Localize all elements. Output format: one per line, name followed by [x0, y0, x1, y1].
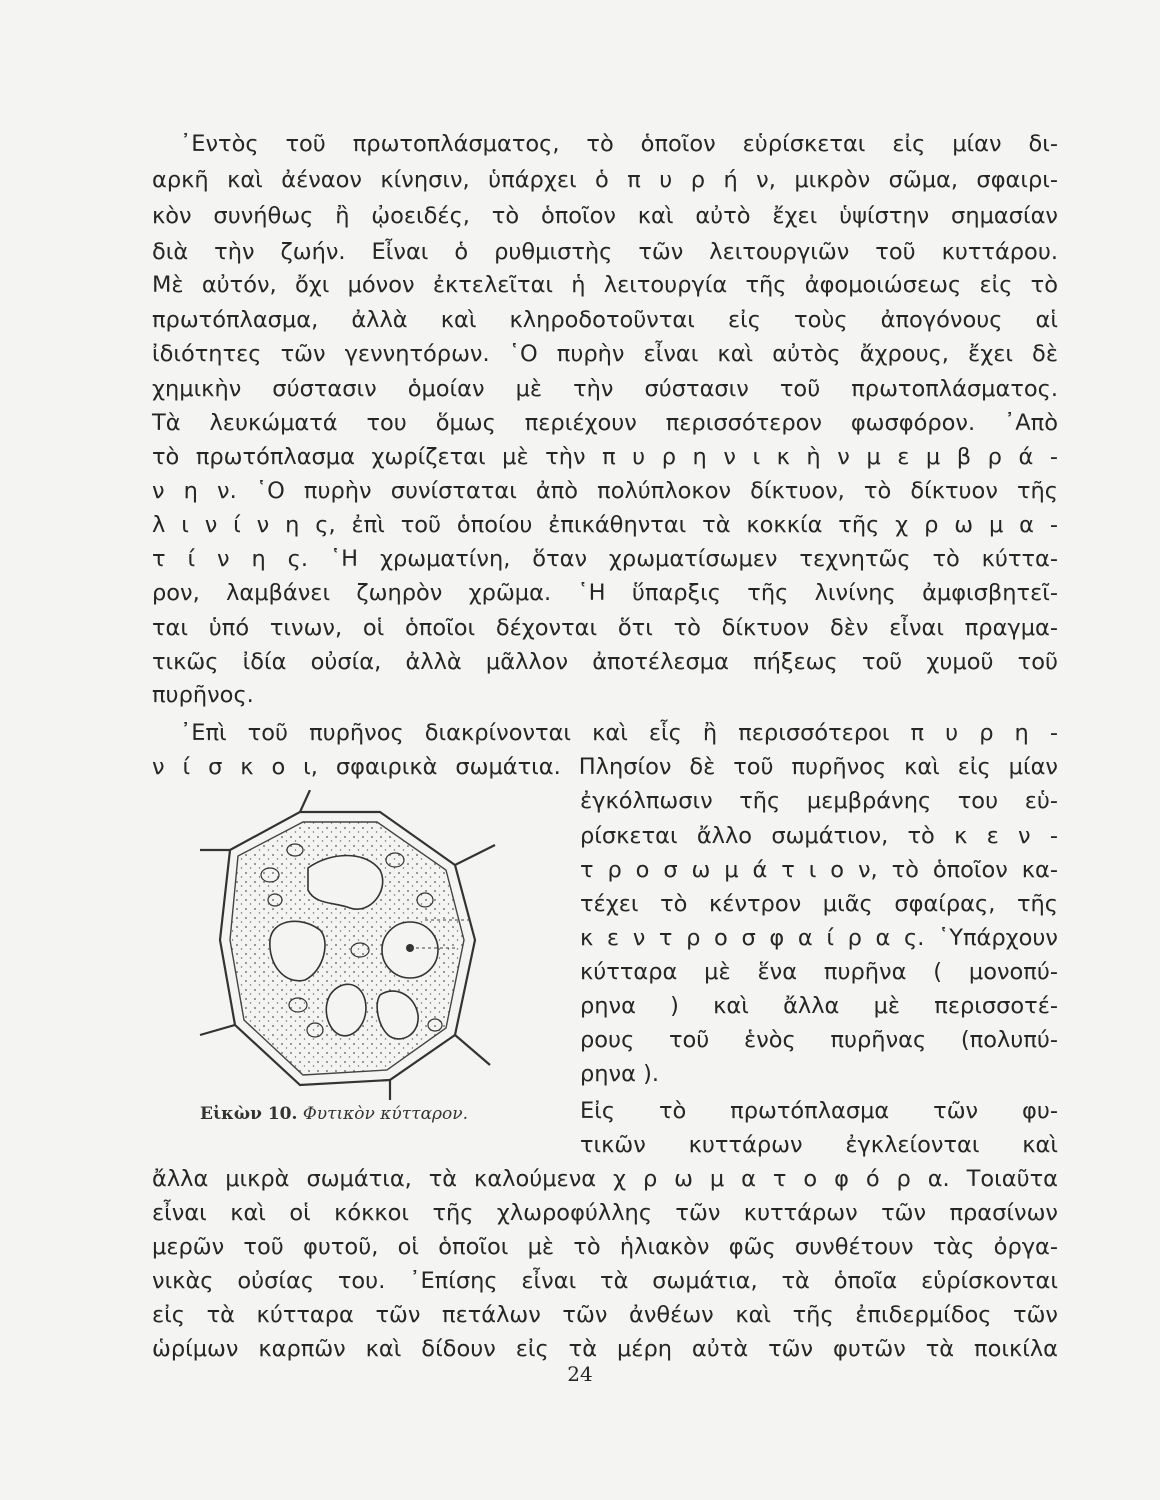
text-line-21: ρίσκεται ἄλλο σωμάτιον, τὸ κ ε ν - [580, 823, 1058, 849]
text-line-1: ᾿Εντὸς τοῦ πρωτοπλάσματος, τὸ ὁποῖον εὑρίσκεται εἰς μίαν δι- [180, 131, 1058, 157]
text-line-4: διὰ τὴν ζωήν. Εἶναι ὁ ρυθμιστὴς τῶν λειτουργιῶν τοῦ κυττάρου. [152, 239, 1058, 265]
text-line-10: τὸ πρωτόπλασμα χωρίζεται μὲ τὴν π υ ρ η ν ι κ ὴ ν μ ε μ β ρ ά - [152, 444, 1058, 470]
text-line-27: ρους τοῦ ἑνὸς πυρῆνας (πολυπύ- [580, 1027, 1058, 1053]
text-line-35: εἰς τὰ κύτταρα τῶν πετάλων τῶν ἀνθέων καὶ τῆς ἐπιδερμίδος τῶν [152, 1302, 1058, 1328]
text-line-25: κύτταρα μὲ ἕνα πυρῆνα ( μονοπύ- [580, 959, 1058, 985]
text-line-36: ὡρίμων καρπῶν καὶ δίδουν εἰς τὰ μέρη αὐτὰ τῶν φυτῶν τὰ ποικίλα [152, 1336, 1058, 1362]
text-line-30: τικῶν κυττάρων ἐγκλείονται καὶ [580, 1132, 1058, 1158]
text-line-14: ρον, λαμβάνει ζωηρὸν χρῶμα. ῾Η ὕπαρξις τῆς λινίνης ἀμφισβητεῖ- [152, 580, 1058, 606]
text-line-6: πρωτόπλασμα, ἀλλὰ καὶ κληροδοτοῦνται εἰς τοὺς ἀπογόνους αἱ [152, 307, 1058, 333]
text-line-8: χημικὴν σύστασιν ὁμοίαν μὲ τὴν σύστασιν τοῦ πρωτοπλάσματος. [152, 376, 1058, 402]
text-line-24: κ ε ν τ ρ ο σ φ α ί ρ α ς. ῾Υπάρχουν [580, 925, 1058, 951]
text-line-5: Μὲ αὐτόν, ὄχι μόνον ἐκτελεῖται ἡ λειτουργία τῆς ἀφομοιώσεως εἰς τὸ [152, 272, 1058, 298]
text-line-9: Τὰ λευκώματά του ὅμως περιέχουν περισσότερον φωσφόρον. ᾿Απὸ [152, 410, 1058, 436]
text-line-15: ται ὑπό τινων, οἱ ὁποῖοι δέχονται ὅτι τὸ δίκτυον δὲν εἶναι πραγμα- [152, 615, 1058, 641]
text-line-32: εἶναι καὶ οἱ κόκκοι τῆς χλωροφύλλης τῶν κυττάρων τῶν πρασίνων [152, 1200, 1058, 1226]
text-line-13: τ ί ν η ς. ῾Η χρωματίνη, ὅταν χρωματίσωμεν τεχνητῶς τὸ κύττα- [152, 546, 1058, 572]
text-line-11: ν η ν. ῾Ο πυρὴν συνίσταται ἀπὸ πολύπλοκον δίκτυον, τὸ δίκτυον τῆς [152, 478, 1058, 504]
text-line-18: ᾿Επὶ τοῦ πυρῆνος διακρίνονται καὶ εἷς ἢ περισσότεροι π υ ρ η - [180, 720, 1058, 746]
figure-caption-text: Φυτικὸν κύτταρον. [302, 1104, 469, 1124]
text-line-3: κὸν συνήθως ἢ ᾠοειδές, τὸ ὁποῖον καὶ αὐτὸ ἔχει ὑψίστην σημασίαν [152, 203, 1058, 229]
plant-cell-illustration [190, 790, 510, 1100]
text-line-20: ἐγκόλπωσιν τῆς μεμβράνης του εὑ- [580, 788, 1058, 814]
text-line-26: ρηνα ) καὶ ἄλλα μὲ περισσοτέ- [580, 993, 1058, 1019]
text-line-33: μερῶν τοῦ φυτοῦ, οἱ ὁποῖοι μὲ τὸ ἡλιακὸν φῶς συνθέτουν τὰς ὀργα- [152, 1234, 1058, 1260]
text-line-17: πυρῆνος. [152, 682, 254, 708]
figure-caption [200, 1104, 468, 1124]
text-line-31: ἄλλα μικρὰ σωμάτια, τὰ καλούμενα χ ρ ω μ α τ ο φ ό ρ α. Τοιαῦτα [152, 1166, 1058, 1192]
text-line-2: αρκῆ καὶ ἀέναον κίνησιν, ὑπάρχει ὁ π υ ρ ή ν, μικρὸν σῶμα, σφαιρι- [152, 167, 1058, 193]
text-line-28: ρηνα ). [580, 1061, 660, 1087]
text-line-16: τικῶς ἰδία οὐσία, ἀλλὰ μᾶλλον ἀποτέλεσμα πήξεως τοῦ χυμοῦ τοῦ [152, 649, 1058, 675]
text-line-23: τέχει τὸ κέντρον μιᾶς σφαίρας, τῆς [580, 891, 1058, 917]
text-line-34: νικὰς οὐσίας του. ᾿Επίσης εἶναι τὰ σωμάτια, τὰ ὁποῖα εὑρίσκονται [152, 1268, 1058, 1294]
text-line-12: λ ι ν ί ν η ς, ἐπὶ τοῦ ὁποίου ἐπικάθηνται τὰ κοκκία τῆς χ ρ ω μ α - [152, 512, 1058, 538]
page-number: 24 [567, 1362, 593, 1386]
text-line-29: Εἰς τὸ πρωτόπλασμα τῶν φυ- [580, 1098, 1058, 1124]
text-line-19: ν ί σ κ ο ι, σφαιρικὰ σωμάτια. Πλησίον δὲ τοῦ πυρῆνος καὶ εἰς μίαν [152, 754, 1058, 780]
text-line-22: τ ρ ο σ ω μ ά τ ι ο ν, τὸ ὁποῖον κα- [580, 857, 1058, 883]
text-line-7: ἰδιότητες τῶν γεννητόρων. ῾Ο πυρὴν εἶναι καὶ αὐτὸς ἄχρους, ἔχει δὲ [152, 341, 1058, 367]
figure-label: Εἰκὼν 10. [200, 1104, 298, 1124]
